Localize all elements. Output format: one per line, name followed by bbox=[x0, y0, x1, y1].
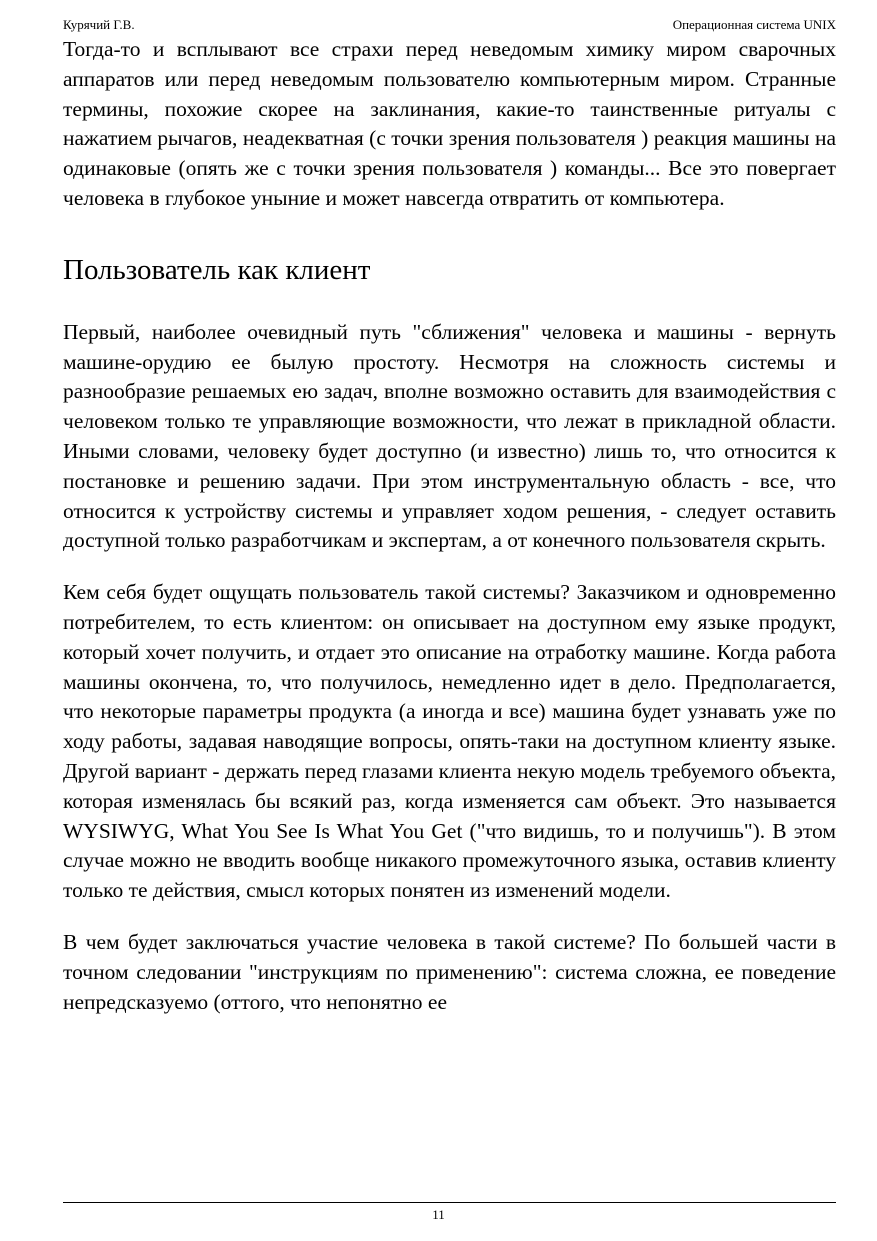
body-paragraph: Тогда-то и всплывают все страхи перед неведомым химику миром сварочных аппаратов или перед неведомым пользователю компьютерным миром. Странные термины, похожие скорее на заклинания, какие-то таинственные ритуалы с нажатием рычагов, неадекватная (с точки зрения пользователя ) реакция машины на одинаковые (опять же с точки зрения пользователя ) команды... Все это повергает человека в глубокое уныние и может навсегда отвратить от компьютера. bbox=[63, 37, 836, 210]
header-author: Курячий Г.В. bbox=[63, 17, 135, 32]
body-paragraph-continued: В чем будет заключаться участие человека в такой системе? По большей части в точном следовании "инструкциям по применению": система сложна, ее поведение непредсказуемо (оттого, что непонятно ее bbox=[63, 929, 836, 1014]
running-header bbox=[63, 16, 836, 34]
section-heading: Пользователь как клиент bbox=[63, 253, 371, 286]
page-body bbox=[63, 35, 836, 1017]
header-book-title: Операционная система UNIX bbox=[672, 17, 836, 32]
page-number: 11 bbox=[432, 1207, 445, 1222]
body-paragraph: Кем себя будет ощущать пользователь такой системы? Заказчиком и одновременно потребителем, то есть клиентом: он описывает на доступном ему языке продукт, который хочет получить, и отдает это описание на отработку машине. Когда работа машины окончена, то, что получилось, немедленно идет в дело. Предполагается, что некоторые параметры продукта (а иногда и все) машина будет узнавать уже по ходу работы, задавая наводящие вопросы, опять-таки на доступном клиенту языке. Другой вариант - держать перед глазами клиента некую модель требуемого объекта, которая изменялась бы всякий раз, когда изменяется сам объект. Это называется WYSIWYG, What You See Is What You Get ("что видишь, то и получишь"). В этом случае можно не вводить вообще никакого промежуточного языка, оставив клиенту только те действия, смысл которых понятен из изменений модели. bbox=[63, 580, 836, 903]
footer-divider bbox=[63, 1202, 836, 1203]
body-paragraph: Первый, наиболее очевидный путь "сближения" человека и машины - вернуть машине-орудию ее былую простоту. Несмотря на сложность системы и разнообразие решаемых ею задач, вполне возможно оставить для взаимодействия с человеком только те управляющие возможности, что лежат в прикладной области. Иными словами, человеку будет доступно (и известно) лишь то, что относится к постановке и решению задачи. При этом инструментальную область - все, что относится к устройству системы и управляет ходом решения, - следует оставить доступной только разработчикам и экспертам, а от конечного пользователя скрыть. bbox=[63, 319, 836, 553]
